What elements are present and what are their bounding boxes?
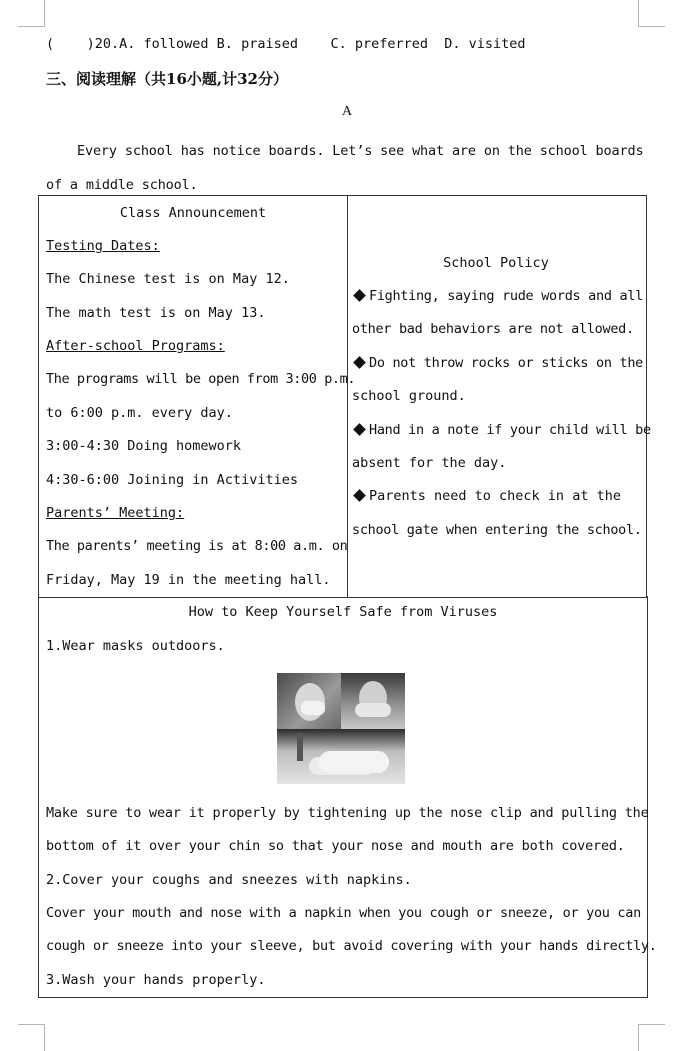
meeting-line: The parents’ meeting is at 8:00 a.m. on [46, 538, 348, 554]
class-announcement-title: Class Announcement [119, 205, 267, 221]
diamond-bullet-icon [353, 423, 366, 436]
programs-heading: After-school Programs: [46, 338, 225, 354]
policy-rule-cont: school ground. [352, 388, 466, 404]
safety-item-detail: Cover your mouth and nose with a napkin when you cough or sneeze, or you can [46, 905, 641, 921]
meeting-line: Friday, May 19 in the meeting hall. [46, 572, 331, 588]
virus-safety-box [38, 596, 657, 998]
policy-rule: Do not throw rocks or sticks on the [352, 355, 643, 371]
page-corner-mark [638, 1024, 665, 1051]
safety-title: How to Keep Yourself Safe from Viruses [188, 604, 498, 620]
safety-item-detail: bottom of it over your chin so that your nose and mouth are both covered. [46, 838, 625, 854]
diamond-bullet-icon [353, 356, 366, 369]
question-20: ( )20.A. followed B. praised C. preferred D. visited [46, 36, 526, 52]
school-policy-title: School Policy [443, 255, 549, 271]
page-corner-mark [18, 1024, 45, 1051]
policy-rule: Fighting, saying rude words and all [352, 288, 643, 304]
policy-rule-cont: school gate when entering the school. [352, 522, 642, 538]
passage-label: A [341, 104, 353, 119]
schedule-activities: 4:30-6:00 Joining in Activities [46, 472, 298, 488]
page-corner-mark [18, 0, 45, 27]
policy-rule: Hand in a note if your child will be [352, 422, 651, 438]
programs-line: The programs will be open from 3:00 p.m. [46, 371, 356, 387]
math-test-line: The math test is on May 13. [46, 305, 266, 321]
policy-rule-cont: absent for the day. [352, 455, 507, 471]
schedule-homework: 3:00-4:30 Doing homework [46, 438, 242, 454]
testing-dates-heading: Testing Dates: [46, 238, 160, 254]
programs-line: to 6:00 p.m. every day. [46, 405, 233, 421]
safety-item-cover: 2.Cover your coughs and sneezes with napkins. [46, 872, 412, 888]
chinese-test-line: The Chinese test is on May 12. [46, 271, 290, 287]
page-corner-mark [638, 0, 665, 27]
diamond-bullet-icon [353, 489, 366, 502]
passage-intro: Every school has notice boards. Let’s see what are on the school boards of a middle school. [46, 143, 644, 193]
safety-item-detail: cough or sneeze into your sleeve, but avoid covering with your hands directly. [46, 938, 657, 954]
diamond-bullet-icon [353, 289, 366, 302]
class-announcement-box [38, 195, 356, 598]
safety-photo-collage [277, 673, 405, 784]
safety-item-masks: 1.Wear masks outdoors. [46, 638, 225, 654]
policy-rule-cont: other bad behaviors are not allowed. [352, 321, 634, 337]
parents-meeting-heading: Parents’ Meeting: [46, 505, 185, 521]
safety-item-detail: Make sure to wear it properly by tightening up the nose clip and pulling the [46, 805, 649, 821]
policy-rule: Parents need to check in at the [352, 488, 621, 504]
safety-item-wash: 3.Wash your hands properly. [46, 972, 266, 988]
school-policy-box [346, 195, 651, 598]
section-title: 三、阅读理解（共16小题,计32分） [46, 70, 288, 88]
